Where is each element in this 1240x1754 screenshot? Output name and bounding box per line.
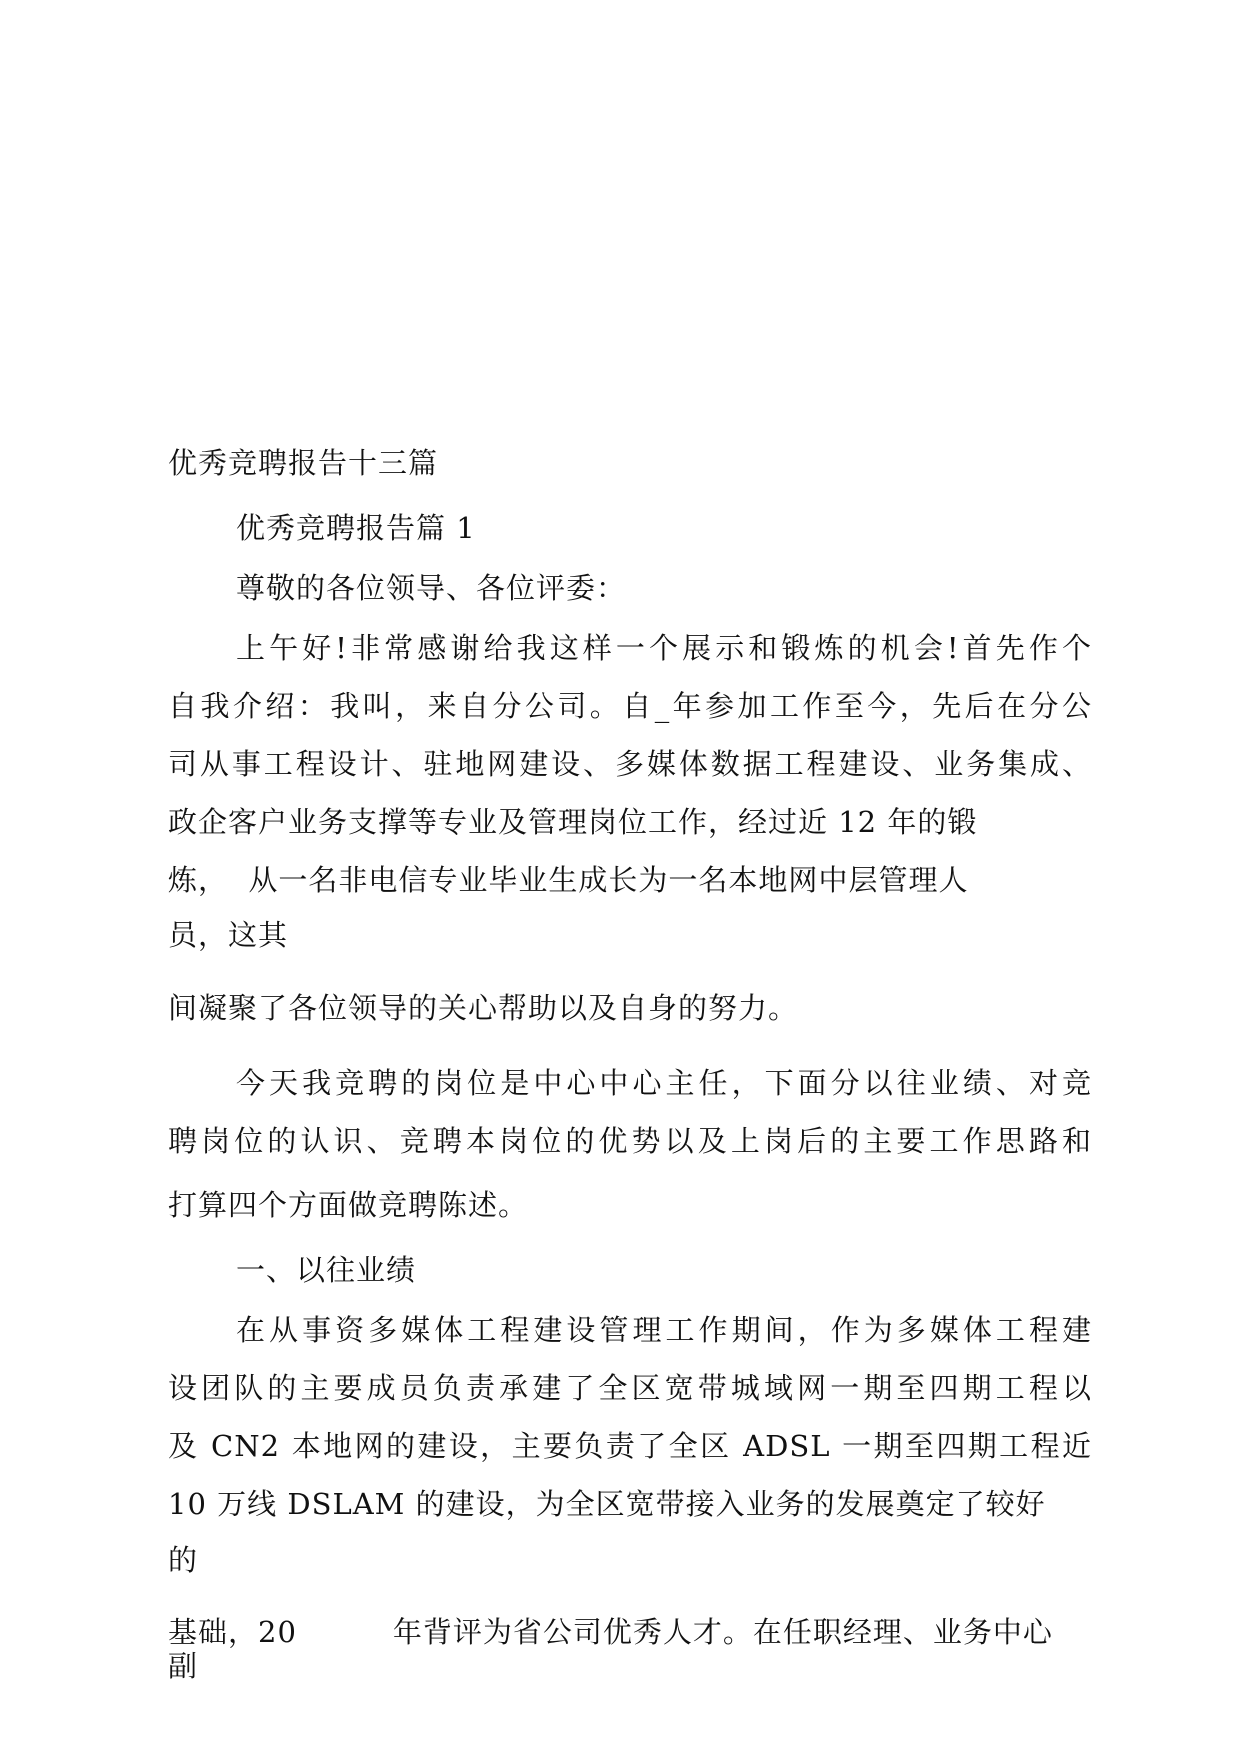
paragraph-line: 10 万线 DSLAM 的建设，为全区宽带接入业务的发展奠定了较好	[168, 1487, 1046, 1521]
paragraph-line: 打算四个方面做竞聘陈述。	[168, 1188, 529, 1222]
paragraph-line: 的	[168, 1543, 199, 1577]
paragraph-line: 政企客户业务支撑等专业及管理岗位工作，经过近 12 年的锻	[168, 805, 978, 839]
salutation: 尊敬的各位领导、各位评委：	[236, 571, 627, 605]
paragraph-line: 聘岗位的认识、竞聘本岗位的优势以及上岗后的主要工作思路和	[168, 1124, 1092, 1158]
paragraph-line: 在从事资多媒体工程建设管理工作期间，作为多媒体工程建	[236, 1313, 1092, 1347]
paragraph-line: 副	[168, 1649, 199, 1683]
paragraph-line: 上午好!非常感谢给我这样一个展示和锻炼的机会!首先作个	[236, 631, 1092, 665]
document-title: 优秀竞聘报告十三篇	[168, 446, 439, 480]
paragraph-fragment: 基础，20	[168, 1615, 297, 1649]
paragraph-line: 间凝聚了各位领导的关心帮助以及自身的努力。	[168, 991, 799, 1025]
paragraph-line: 司从事工程设计、驻地网建设、多媒体数据工程建设、业务集成、	[168, 747, 1092, 781]
paragraph-line: 及 CN2 本地网的建设，主要负责了全区 ADSL 一期至四期工程近	[168, 1429, 1092, 1463]
section-heading: 优秀竞聘报告篇 1	[236, 511, 476, 545]
paragraph-line: 自我介绍：我叫，来自分公司。自_年参加工作至今，先后在分公	[168, 689, 1092, 723]
paragraph-line: 员，这其	[168, 918, 289, 952]
paragraph-line: 今天我竞聘的岗位是中心中心主任，下面分以往业绩、对竞	[236, 1066, 1092, 1100]
paragraph-line: 设团队的主要成员负责承建了全区宽带城域网一期至四期工程以	[168, 1371, 1092, 1405]
subheading: 一、以往业绩	[236, 1253, 417, 1287]
paragraph-fragment: 年背评为省公司优秀人才。在任职经理、业务中心	[392, 1615, 1053, 1649]
paragraph-line	[168, 1612, 1053, 1652]
paragraph-line: 炼， 从一名非电信专业毕业生成长为一名本地网中层管理人	[168, 863, 969, 897]
